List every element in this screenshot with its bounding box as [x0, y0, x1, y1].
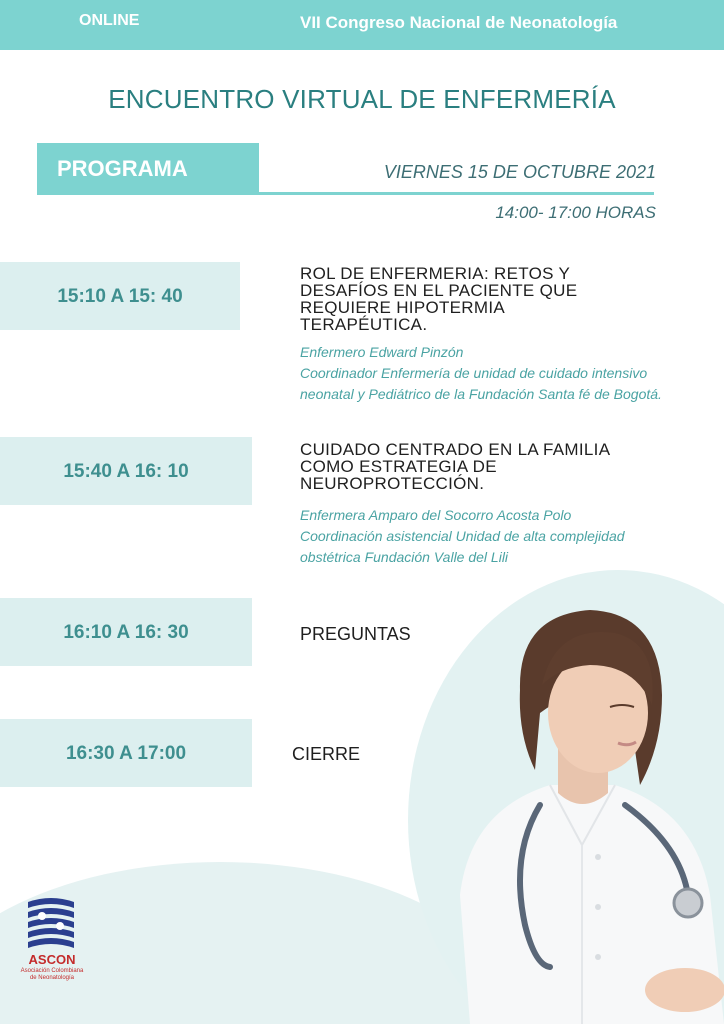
topic-line: NEUROPROTECCIÓN.	[300, 474, 485, 493]
topic-line: TERAPÉUTICA.	[300, 315, 428, 334]
slot-time: 15:40 A 16: 10	[63, 461, 189, 482]
speaker-line: obstétrica Fundación Valle del Lili	[300, 549, 509, 565]
programa-divider	[259, 192, 654, 195]
topic-line: ROL DE ENFERMERIA: RETOS Y	[300, 264, 571, 283]
ascon-emblem-icon	[24, 896, 78, 952]
schedule-slot-3	[0, 598, 252, 666]
logo-subtitle	[20, 968, 84, 982]
session-topic-1	[300, 265, 577, 333]
session-label-questions: PREGUNTAS	[300, 624, 411, 644]
nurse-photo	[430, 595, 724, 1024]
schedule-slot-4	[0, 719, 252, 787]
logo-name: ASCON	[28, 952, 76, 967]
schedule-slot-2	[0, 437, 252, 505]
topic-line: REQUIERE HIPOTERMIA	[300, 298, 506, 317]
session-topic-2	[300, 441, 610, 492]
topic-line: CUIDADO CENTRADO EN LA FAMILIA	[300, 440, 611, 459]
session-speaker-2	[300, 505, 625, 568]
schedule-slot-1	[0, 262, 240, 330]
speaker-line: neonatal y Pediátrico de la Fundación Santa fé de Bogotá.	[300, 386, 662, 402]
ascon-logo	[20, 896, 84, 988]
page-title: ENCUENTRO VIRTUAL DE ENFERMERÍA	[108, 84, 616, 114]
speaker-line: Enfermera Amparo del Socorro Acosta Polo	[300, 507, 572, 523]
topic-line: COMO ESTRATEGIA DE	[300, 457, 497, 476]
speaker-line: Enfermero Edward Pinzón	[300, 344, 464, 360]
speaker-line: Coordinador Enfermería de unidad de cuidado intensivo	[300, 365, 648, 381]
slot-time: 16:10 A 16: 30	[63, 622, 189, 643]
slot-time: 16:30 A 17:00	[65, 743, 187, 764]
programa-label: PROGRAMA	[57, 156, 188, 181]
congress-title: VII Congreso Nacional de Neonatología	[300, 13, 618, 32]
header-bar	[0, 0, 724, 50]
topic-line: DESAFÍOS EN EL PACIENTE QUE	[300, 281, 578, 300]
online-label: ONLINE	[79, 12, 140, 29]
event-date: VIERNES 15 DE OCTUBRE 2021	[383, 162, 656, 182]
slot-time: 15:10 A 15: 40	[57, 286, 183, 307]
session-speaker-1	[300, 342, 662, 405]
event-hours: 14:00- 17:00 HORAS	[495, 203, 656, 222]
session-label-closing: CIERRE	[292, 744, 361, 764]
logo-sub-line: de Neonatología	[29, 975, 75, 981]
logo-sub-line: Asociación Colombiana	[20, 968, 84, 974]
speaker-line: Coordinación asistencial Unidad de alta complejidad	[300, 528, 625, 544]
programa-box	[37, 143, 259, 195]
